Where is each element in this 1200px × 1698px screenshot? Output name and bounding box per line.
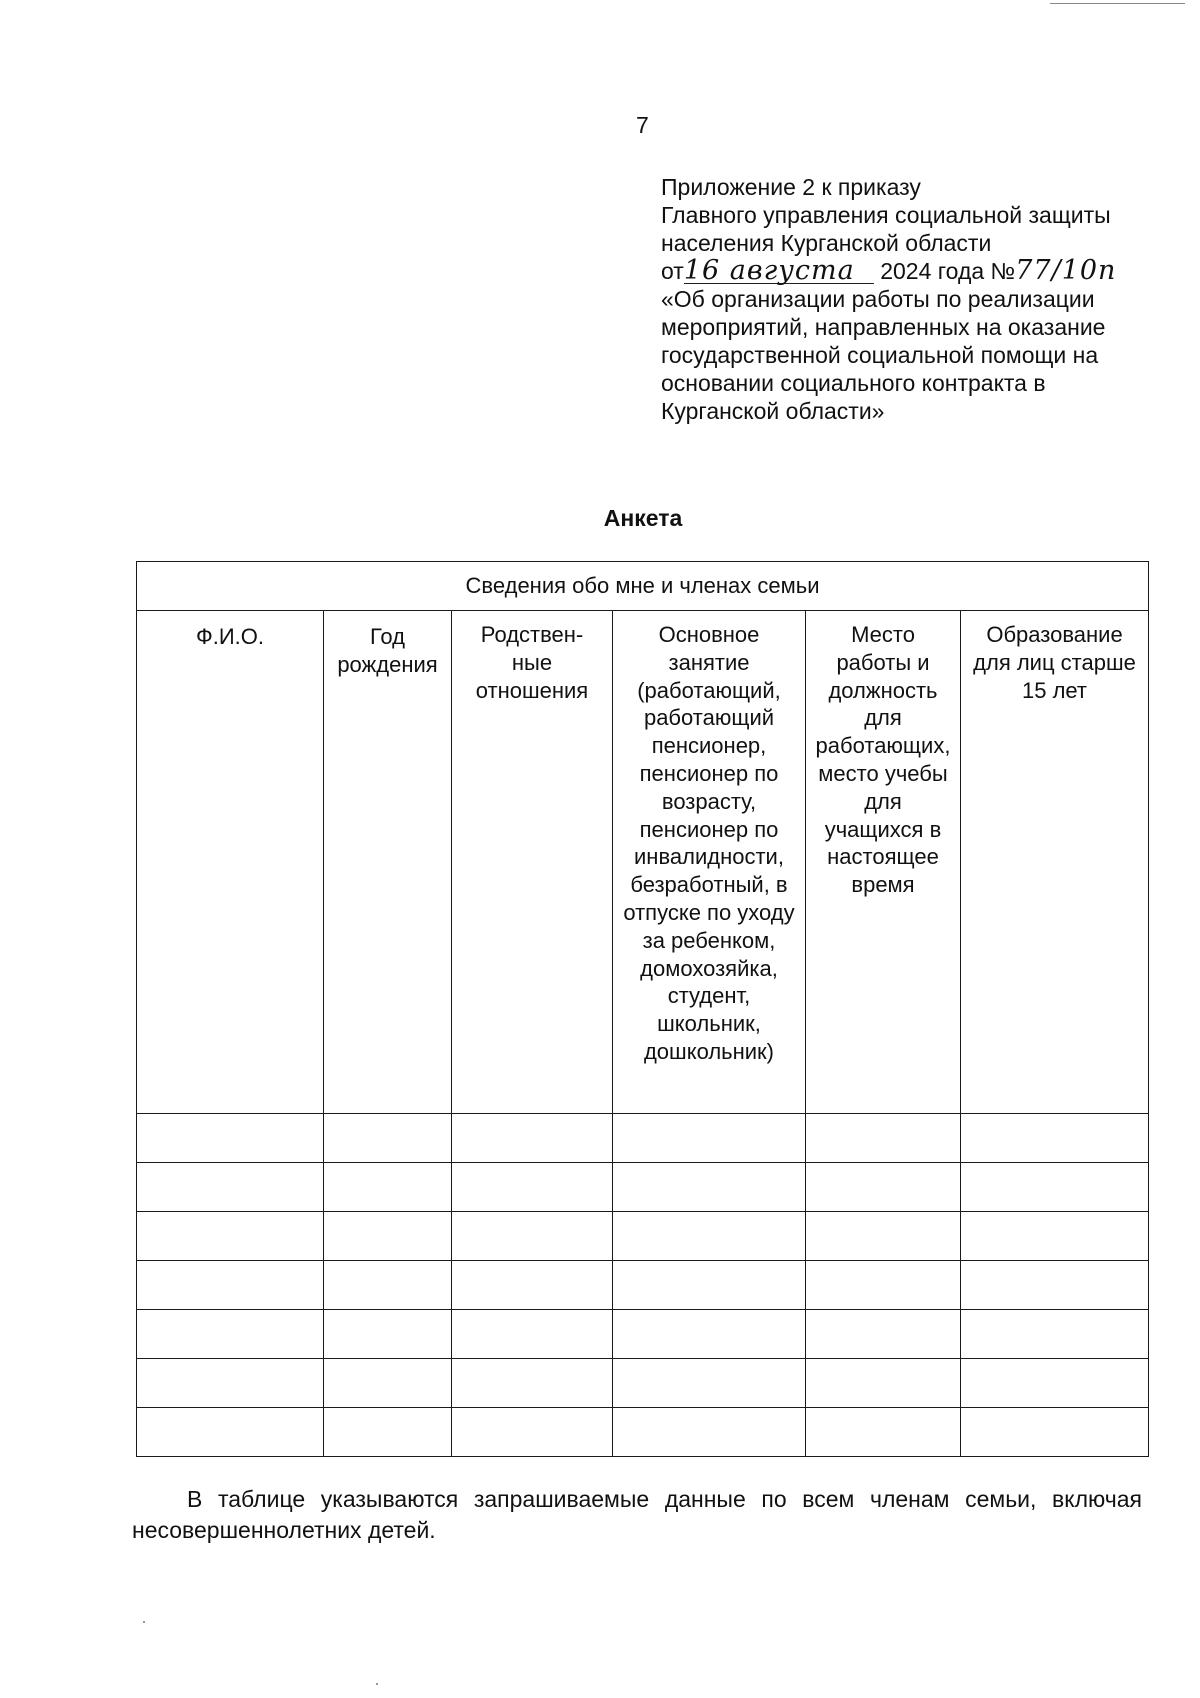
table-cell[interactable] [137,1163,324,1212]
column-header-relationship [452,611,613,1114]
scan-corner-mark [1050,0,1185,4]
column-header-label: Основное занятие (работающий, работающий пенсионер, пенсионер по возрасту, пенсионер по инвалидности, безработный, в отпуске по уходу за ребенком, домохозяйка, студент, школьник, дошкольник) [623,622,795,1064]
table-cell[interactable] [452,1261,613,1310]
table-cell[interactable] [137,1359,324,1408]
table-row [137,1163,1149,1212]
table-cell[interactable] [452,1359,613,1408]
scan-dust-mark [376,1683,378,1685]
table-cell[interactable] [961,1212,1149,1261]
table-cell[interactable] [806,1261,961,1310]
table-row [137,1408,1149,1457]
column-header-label: Год рождения [337,624,438,677]
appendix-header [661,173,1181,425]
table-cell[interactable] [806,1408,961,1457]
table-cell[interactable] [961,1310,1149,1359]
appendix-title-line: Курганской области» [661,398,885,424]
table-row [137,1261,1149,1310]
table-cell[interactable] [452,1310,613,1359]
column-header-birth-year [324,611,452,1114]
table-cell[interactable] [613,1212,806,1261]
table-cell[interactable] [806,1310,961,1359]
column-header-label: Ф.И.О. [196,624,264,649]
table-row [137,1359,1149,1408]
table-cell[interactable] [961,1261,1149,1310]
form-title: Анкета [603,505,683,531]
table-cell[interactable] [452,1212,613,1261]
appendix-title-line: мероприятий, направленных на оказание [661,314,1106,340]
table-cell[interactable] [613,1114,806,1163]
table-cell[interactable] [324,1359,452,1408]
table-caption: Сведения обо мне и членах семьи [137,562,1149,611]
column-header-occupation [613,611,806,1114]
table-cell[interactable] [613,1310,806,1359]
table-cell[interactable] [613,1408,806,1457]
order-year-number-label: 2024 года № [880,258,1016,284]
table-cell[interactable] [324,1114,452,1163]
order-date-line [661,257,1181,285]
table-cell[interactable] [961,1408,1149,1457]
table-cell[interactable] [137,1212,324,1261]
table-cell[interactable] [324,1408,452,1457]
column-header-fio [137,611,324,1114]
table-row [137,1212,1149,1261]
family-members-table [136,561,1149,1457]
table-cell[interactable] [806,1114,961,1163]
table-cell[interactable] [806,1359,961,1408]
table-cell[interactable] [137,1114,324,1163]
table-cell[interactable] [452,1114,613,1163]
table-row [137,1114,1149,1163]
table-cell[interactable] [137,1261,324,1310]
table-cell[interactable] [452,1163,613,1212]
table-cell[interactable] [137,1310,324,1359]
table-row [137,1310,1149,1359]
date-prefix: от [661,258,684,284]
appendix-title-line: государственной социальной помощи на [661,342,1099,368]
table-footnote: В таблице указываются запрашиваемые данные по всем членам семьи, включая несовершеннолетних детей. [132,1486,1142,1543]
table-cell[interactable] [806,1163,961,1212]
table-cell[interactable] [324,1163,452,1212]
column-header-label: Место работы и должность для работающих, место учебы для учащихся в настоящее время [815,622,951,898]
appendix-title-line: «Об организации работы по реализации [661,286,1095,312]
column-header-education [961,611,1149,1114]
table-cell[interactable] [613,1261,806,1310]
table-cell[interactable] [613,1359,806,1408]
appendix-line: населения Курганской области [661,230,992,256]
table-cell[interactable] [613,1163,806,1212]
column-header-label: Образование для лиц старше 15 лет [973,622,1136,703]
column-header-workplace [806,611,961,1114]
table-cell[interactable] [324,1212,452,1261]
scan-dust-mark [143,1621,145,1623]
column-header-label: Родствен-ные отношения [475,622,589,703]
table-cell[interactable] [961,1163,1149,1212]
table-cell[interactable] [452,1408,613,1457]
table-cell[interactable] [137,1408,324,1457]
table-cell[interactable] [961,1114,1149,1163]
table-cell[interactable] [324,1310,452,1359]
appendix-line: Главного управления социальной защиты [661,202,1111,228]
handwritten-date: 16 августа [684,259,874,284]
appendix-line: Приложение 2 к приказу [661,174,921,200]
handwritten-order-number: 77/10п [1015,255,1117,286]
table-cell[interactable] [961,1359,1149,1408]
table-cell[interactable] [324,1261,452,1310]
appendix-title-line: основании социального контракта в [661,370,1046,396]
table-cell[interactable] [806,1212,961,1261]
page-number: 7 [636,112,649,138]
